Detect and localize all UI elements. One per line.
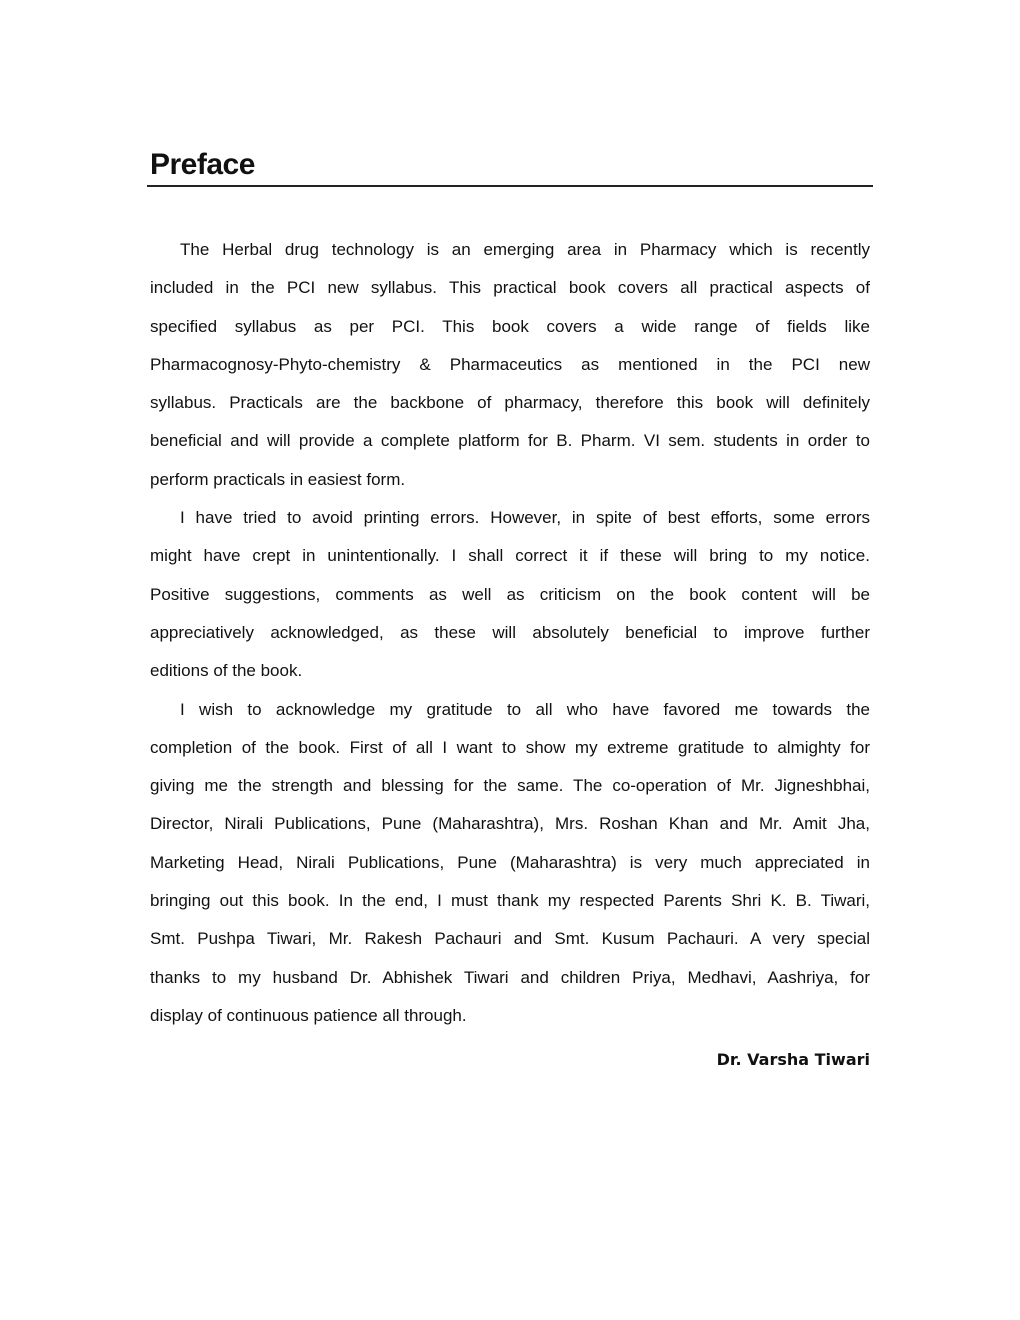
paragraph-line <box>150 691 870 729</box>
paragraph-line <box>150 346 870 384</box>
line-text: giving me the strength and blessing for the same. The co-operation of Mr. Jigneshbhai, <box>150 776 870 796</box>
line-text: display of continuous patience all through. <box>150 1005 467 1025</box>
paragraph-line <box>150 461 870 499</box>
paragraph-line <box>150 729 870 767</box>
line-text: bringing out this book. In the end, I must thank my respected Parents Shri K. B. Tiwari, <box>150 891 870 911</box>
paragraph-line <box>150 499 870 537</box>
line-text: thanks to my husband Dr. Abhishek Tiwari and children Priya, Medhavi, Aashriya, for <box>150 967 870 987</box>
line-text: Positive suggestions, comments as well as criticism on the book content will be <box>150 584 870 604</box>
line-text: Director, Nirali Publications, Pune (Maharashtra), Mrs. Roshan Khan and Mr. Amit Jha, <box>150 814 870 834</box>
line-text: specified syllabus as per PCI. This book covers a wide range of fields like <box>150 316 870 336</box>
preface-body <box>150 231 870 1035</box>
paragraph-line <box>150 767 870 805</box>
line-text: editions of the book. <box>150 661 303 681</box>
paragraph-line <box>150 384 870 422</box>
line-text: appreciatively acknowledged, as these will absolutely beneficial to improve further <box>150 622 870 642</box>
line-text: Smt. Pushpa Tiwari, Mr. Rakesh Pachauri and Smt. Kusum Pachauri. A very special <box>150 929 870 949</box>
paragraph-line <box>150 997 870 1035</box>
paragraph-line <box>150 308 870 346</box>
line-text: perform practicals in easiest form. <box>150 469 406 489</box>
paragraph-line <box>150 537 870 575</box>
paragraph-line <box>150 614 870 652</box>
line-text: I have tried to avoid printing errors. However, in spite of best efforts, some errors <box>180 508 870 528</box>
line-text: completion of the book. First of all I want to show my extreme gratitude to almighty for <box>150 737 870 757</box>
line-text: I wish to acknowledge my gratitude to all who have favored me towards the <box>180 699 870 719</box>
paragraph-line <box>150 231 870 269</box>
paragraph-line <box>150 269 870 307</box>
paragraph-line <box>150 652 870 690</box>
line-text: The Herbal drug technology is an emerging area in Pharmacy which is recently <box>180 240 870 259</box>
line-text: beneficial and will provide a complete platform for B. Pharm. VI sem. students in order to <box>150 431 870 451</box>
line-text: included in the PCI new syllabus. This practical book covers all practical aspects of <box>150 278 870 298</box>
paragraph-line <box>150 882 870 920</box>
title-divider <box>147 185 873 187</box>
paragraph-line <box>150 959 870 997</box>
line-text: Marketing Head, Nirali Publications, Pune (Maharashtra) is very much appreciated in <box>150 852 870 872</box>
paragraph-line <box>150 805 870 843</box>
paragraph-line <box>150 422 870 460</box>
paragraph-line <box>150 920 870 958</box>
paragraph-line <box>150 576 870 614</box>
page-title: Preface <box>150 148 255 181</box>
line-text: Pharmacognosy-Phyto-chemistry & Pharmaceutics as mentioned in the PCI new <box>150 354 870 374</box>
author-signature: Dr. Varsha Tiwari <box>716 1050 870 1069</box>
line-text: syllabus. Practicals are the backbone of pharmacy, therefore this book will definitely <box>150 393 870 413</box>
paragraph-line <box>150 844 870 882</box>
line-text: might have crept in unintentionally. I shall correct it if these will bring to my notice. <box>150 546 870 566</box>
